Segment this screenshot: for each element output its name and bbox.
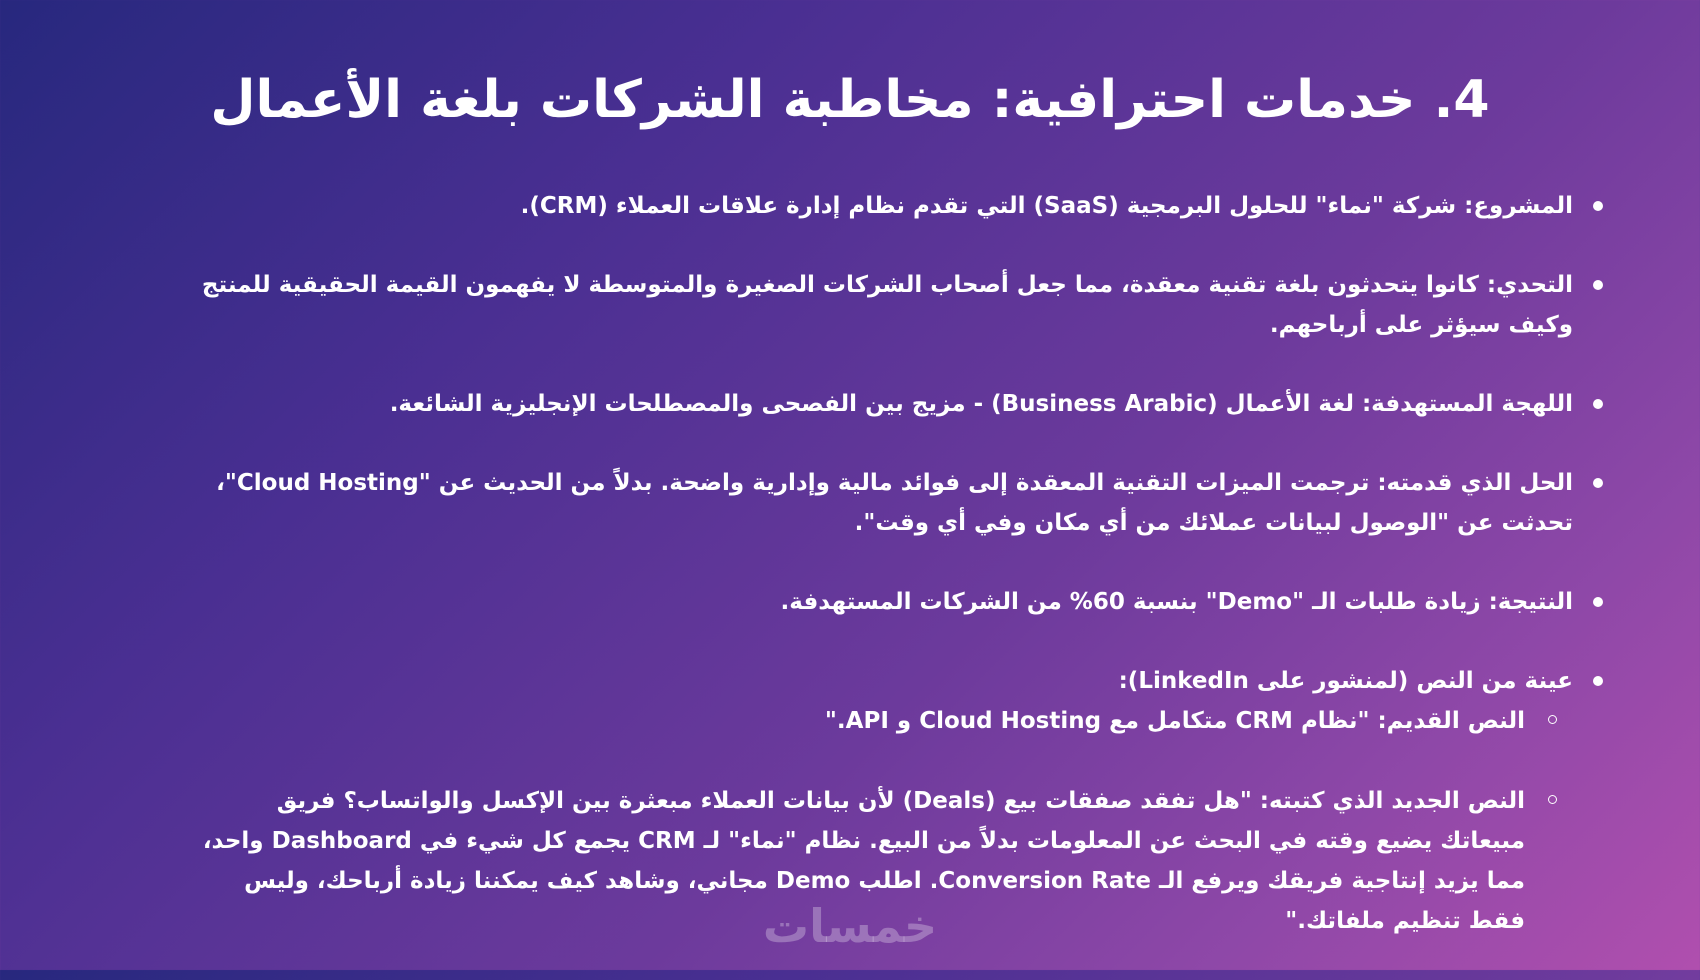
sub-bullet-circle — [1548, 795, 1557, 804]
bullet-result — [185, 582, 1605, 622]
bullet-dot — [1593, 201, 1603, 211]
khamsat-watermark-logo: خمسات — [762, 899, 938, 953]
bullet-list — [185, 186, 1605, 980]
sub-bullet-text: النص القديم: "نظام CRM متكامل مع Cloud Hosting و API." — [824, 708, 1525, 734]
bullet-text: التحدي: كانوا يتحدثون بلغة تقنية معقدة، مما جعل أصحاب الشركات الصغيرة والمتوسطة لا يفهمون القيمة الحقيقية للمنتج وكيف سيؤثر على أرباحهم. — [201, 272, 1573, 338]
sub-bullet-old-text — [185, 701, 1573, 741]
slide-title: 4. خدمات احترافية: مخاطبة الشركات بلغة الأعمال — [210, 70, 1490, 130]
bullet-text: الحل الذي قدمته: ترجمت الميزات التقنية المعقدة إلى فوائد مالية وإدارية واضحة. بدلاً من الحديث عن "Cloud Hosting"، تحدثت عن "الوصول لبيانات عملائك من أي مكان وفي أي وقت". — [216, 470, 1573, 536]
bullet-text: اللهجة المستهدفة: لغة الأعمال (Business Arabic) - مزيج بين الفصحى والمصطلحات الإنجليزية الشائعة. — [389, 391, 1573, 417]
sub-bullet-text: النص الجديد الذي كتبته: "هل تفقد صفقات بيع (Deals) لأن بيانات العملاء مبعثرة بين الإكسل والواتساب؟ فريق مبيعاتك يضيع وقته في البحث عن المعلومات بدلاً من البيع. نظام "نماء" لـ CRM يجمع كل شيء في Dashboard واحد، مما يزيد إنتاجية فريقك ويرفع الـ Conversion Rate. اطلب Demo مجاني، وشاهد كيف يمكننا زيادة أرباحك، وليس فقط تنظيم ملفاتك." — [202, 788, 1525, 934]
bullet-challenge — [185, 265, 1605, 345]
bullet-project — [185, 186, 1605, 226]
bullet-dot — [1593, 399, 1603, 409]
bullet-target-dialect — [185, 384, 1605, 424]
bullet-text: عينة من النص (لمنشور على LinkedIn): — [1118, 668, 1573, 694]
sub-bullet-circle — [1548, 715, 1557, 724]
bullet-dot — [1593, 478, 1603, 488]
bullet-dot — [1593, 676, 1603, 686]
bullet-dot — [1593, 597, 1603, 607]
bullet-text: المشروع: شركة "نماء" للحلول البرمجية (SaaS) التي تقدم نظام إدارة علاقات العملاء (CRM). — [520, 193, 1573, 219]
bullet-text: النتيجة: زيادة طلبات الـ "Demo" بنسبة 60% من الشركات المستهدفة. — [780, 589, 1573, 615]
bullet-dot — [1593, 280, 1603, 290]
bullet-solution — [185, 463, 1605, 543]
